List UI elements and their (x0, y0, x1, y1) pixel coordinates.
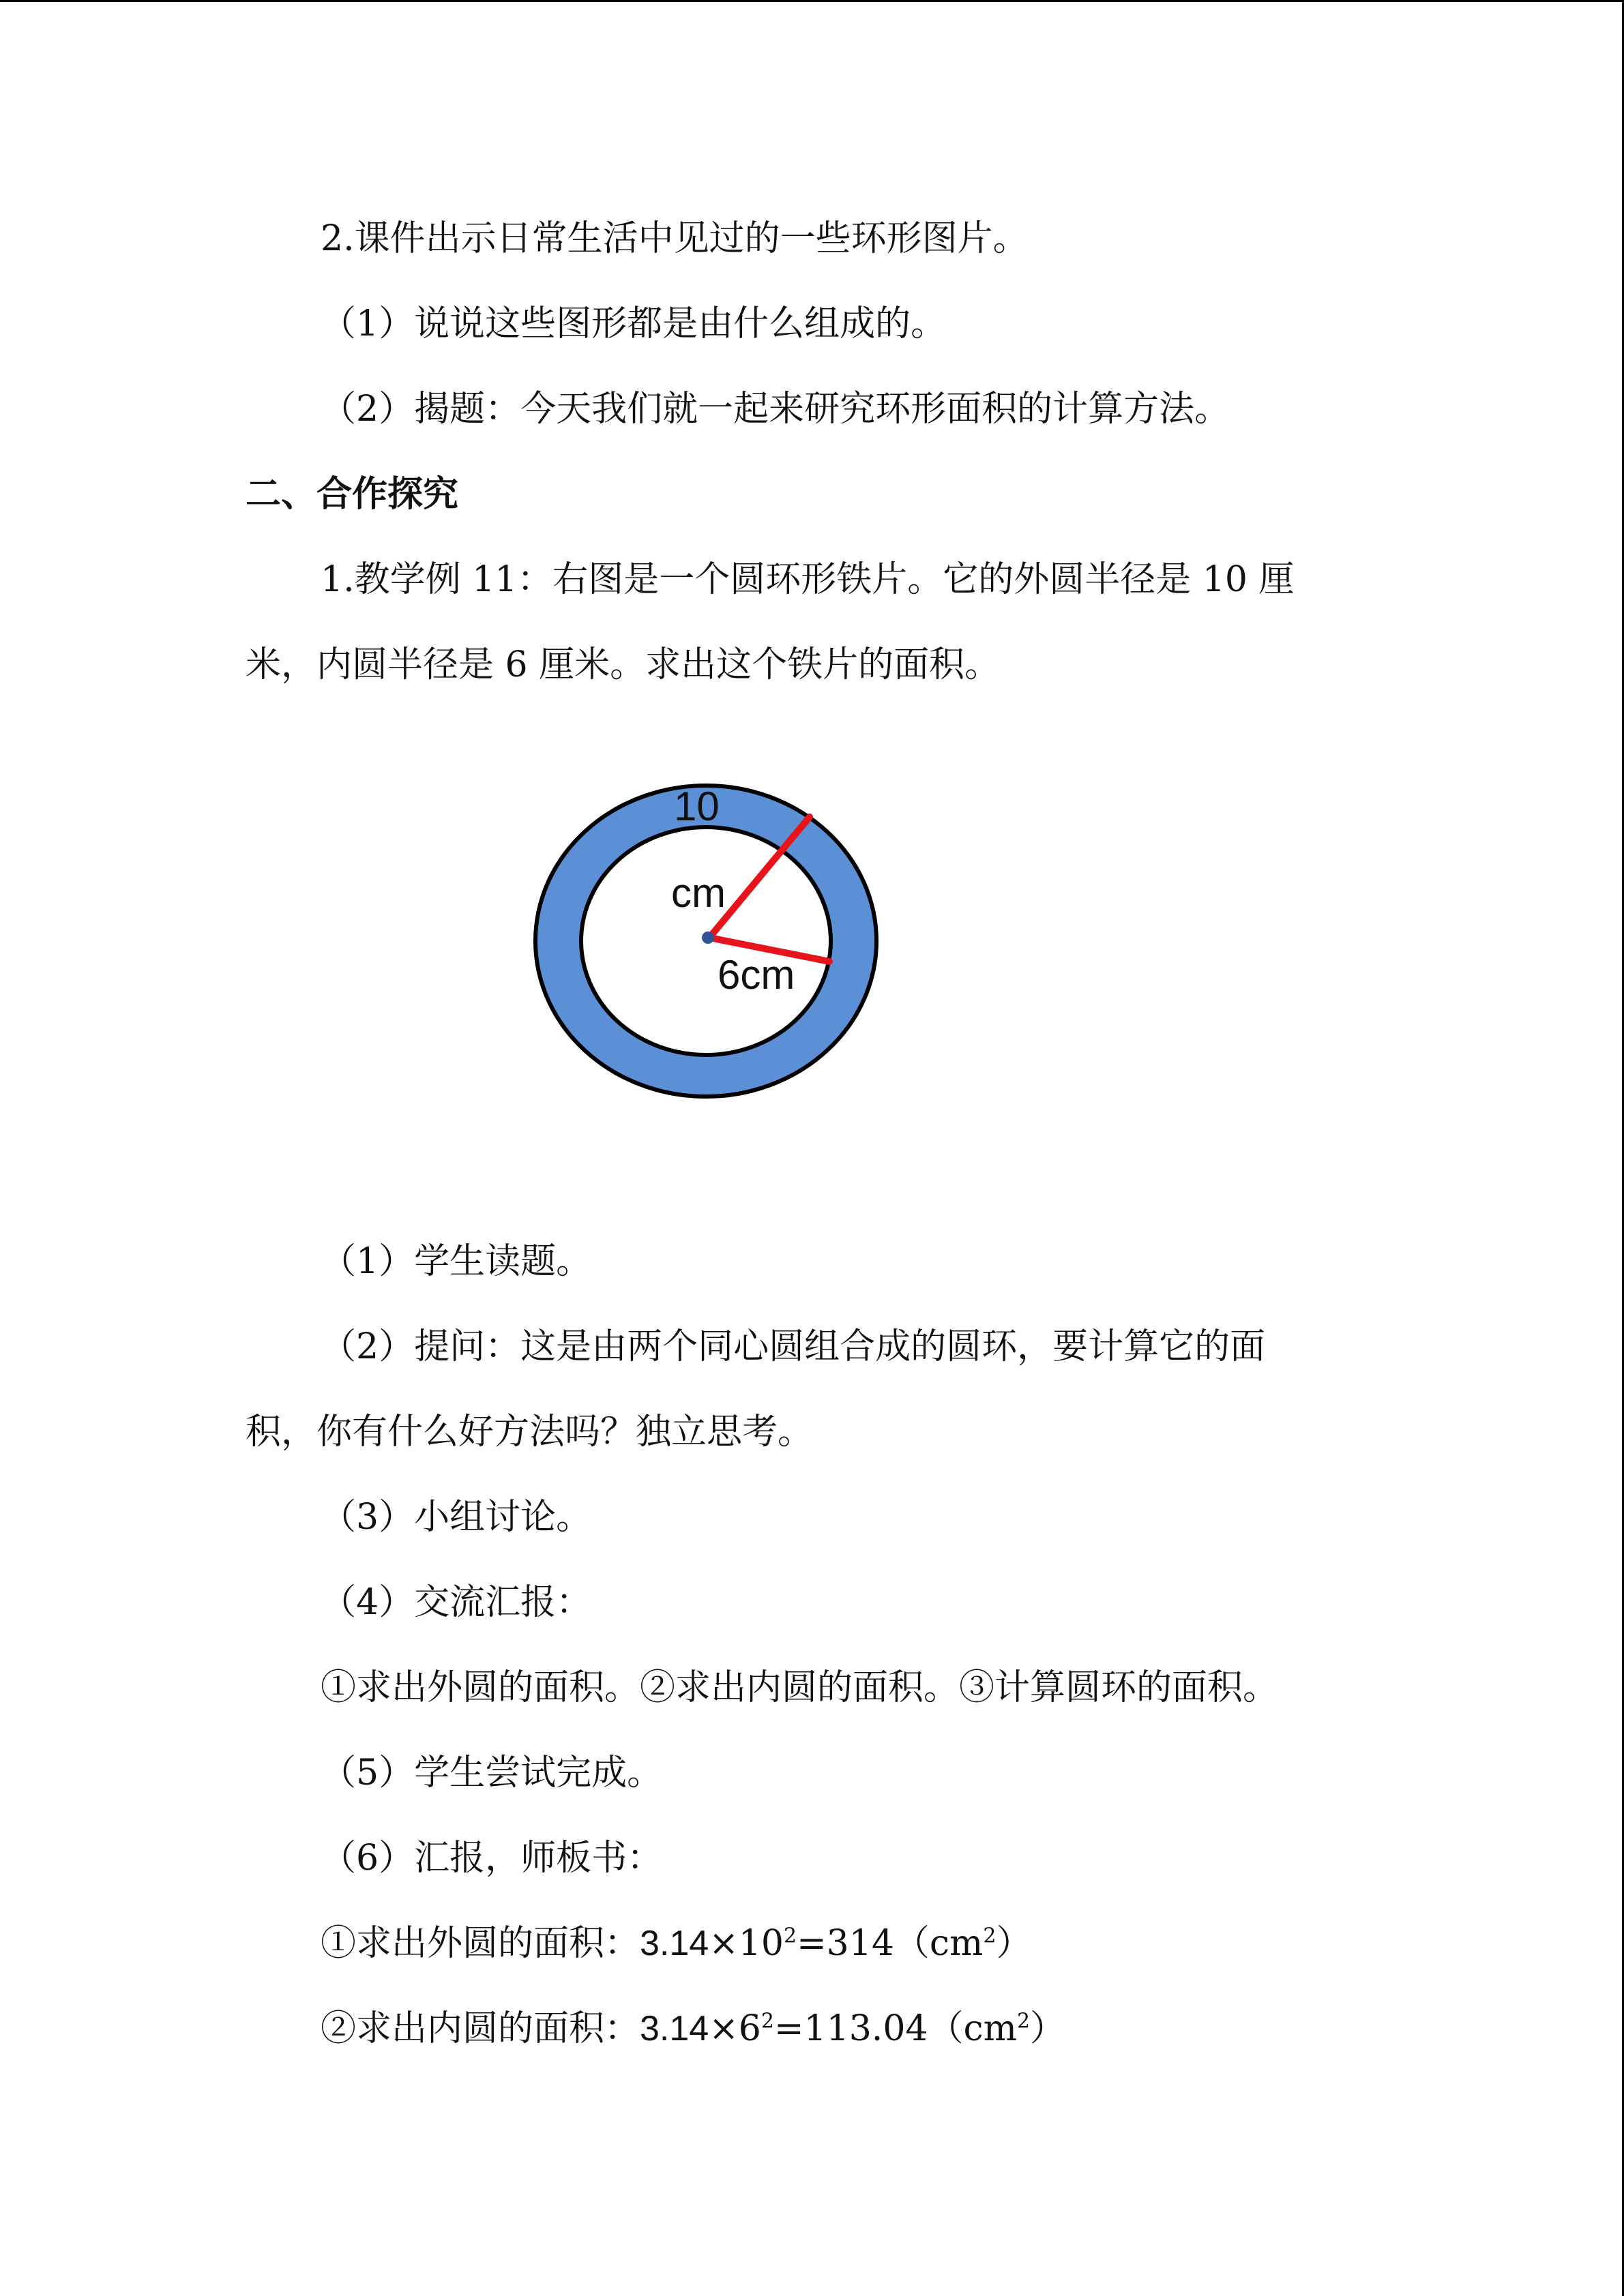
ring-diagram (525, 771, 894, 1112)
formula-inner-area (321, 2008, 1065, 2049)
formula-outer-coef: 3.14 (640, 1924, 709, 1963)
text-line-4: 1.教学例 11：右图是一个圆环形铁片。它的外圆半径是 10 厘 (321, 559, 1295, 600)
text-line-12: （5）学生尝试完成。 (321, 1753, 663, 1793)
formula-inner-prefix: ②求出内圆的面积： (321, 2008, 640, 2049)
ring-figure (525, 771, 894, 1112)
formula-inner-unit-exp: 2 (1016, 2009, 1031, 2033)
text-line-1: 2.课件出示日常生活中见过的一些环形图片。 (321, 218, 1029, 259)
inner-radius-label: 6cm (718, 952, 795, 998)
text-line-8: 积，你有什么好方法吗？独立思考。 (246, 1412, 814, 1452)
formula-inner-exp: 2 (761, 2009, 774, 2033)
formula-outer-result: =314（cm (797, 1923, 984, 1964)
text-line-10: （4）交流汇报： (321, 1582, 592, 1623)
text-line-13: （6）汇报，师板书： (321, 1838, 663, 1879)
formula-outer-exp: 2 (783, 1924, 797, 1948)
text-line-11: ①求出外圆的面积。②求出内圆的面积。③计算圆环的面积。 (321, 1667, 1279, 1708)
outer-radius-label-number: 10 (674, 784, 720, 829)
page-border-top (0, 0, 1624, 2)
formula-outer-close: ） (996, 1923, 1032, 1964)
text-line-9: （3）小组讨论。 (321, 1497, 592, 1538)
formula-outer-unit-exp: 2 (983, 1924, 996, 1948)
formula-inner-base: ×6 (709, 2008, 761, 2049)
section-heading: 二、合作探究 (246, 474, 459, 515)
text-line-3: （2）揭题：今天我们就一起来研究环形面积的计算方法。 (321, 389, 1230, 430)
text-line-7: （2）提问：这是由两个同心圆组合成的圆环，要计算它的面 (321, 1326, 1266, 1367)
center-point (702, 931, 714, 944)
text-line-6: （1）学生读题。 (321, 1241, 592, 1282)
formula-inner-close: ） (1030, 2008, 1066, 2049)
formula-outer-area (321, 1923, 1031, 1964)
outer-radius-label-unit: cm (671, 870, 726, 916)
formula-inner-result: =113.04（cm (773, 2008, 1017, 2049)
formula-outer-base: ×10 (709, 1923, 784, 1964)
text-line-2: （1）说说这些图形都是由什么组成的。 (321, 303, 947, 344)
formula-inner-coef: 3.14 (640, 2009, 709, 2048)
text-line-5: 米，内圆半径是 6 厘米。求出这个铁片的面积。 (246, 644, 1001, 685)
formula-outer-prefix: ①求出外圆的面积： (321, 1923, 640, 1964)
